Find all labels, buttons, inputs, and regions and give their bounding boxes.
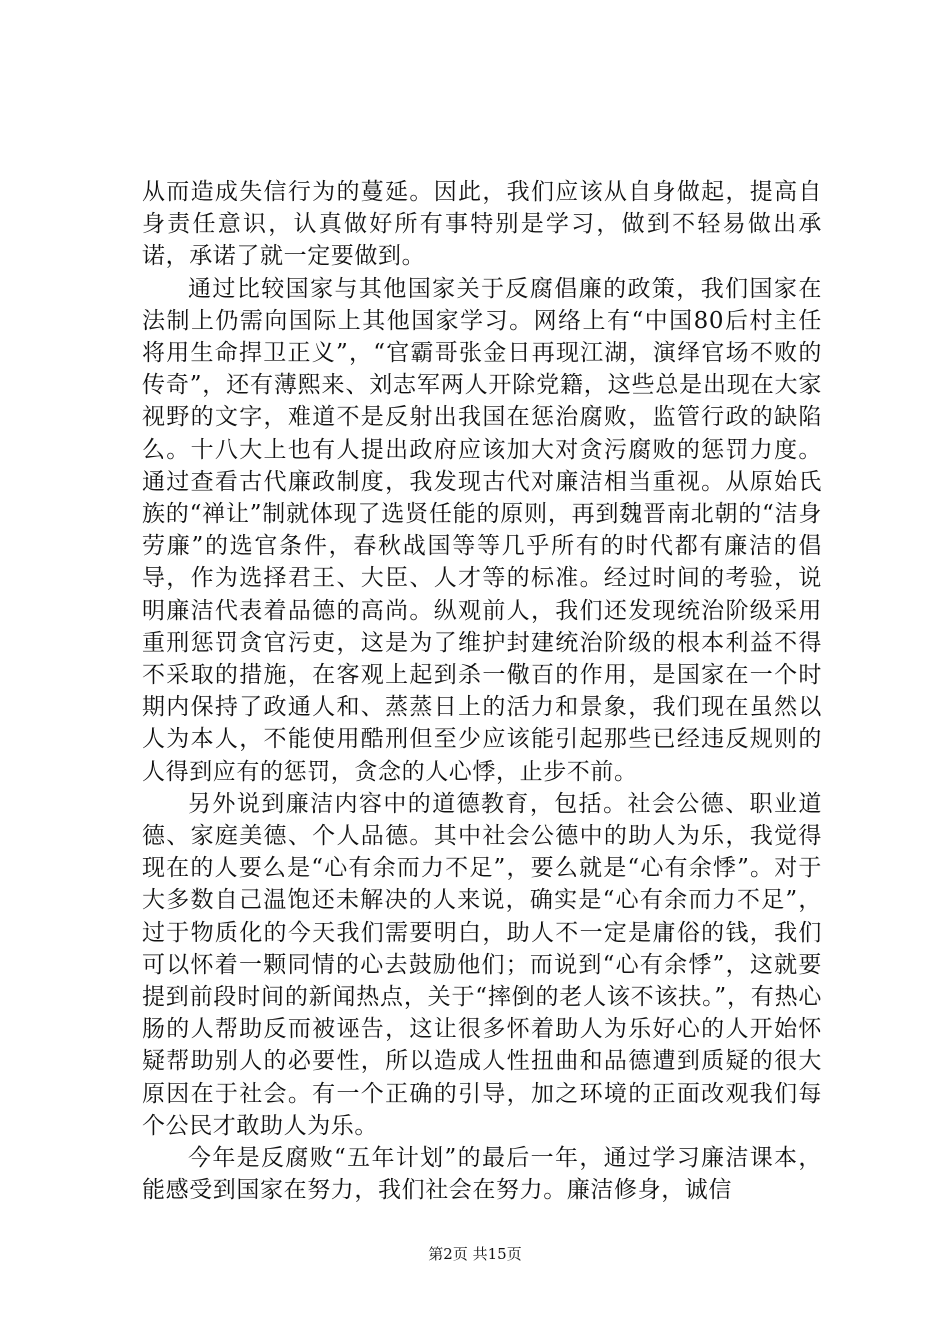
paragraph-3: 另外说到廉洁内容中的道德教育，包括。社会公德、职业道德、家庭美德、个人品德。其中社会公德中的助人为乐，我觉得现在的人要么是“心有余而力不足”，要么就是“心有余悸”。对于大多数自己温饱还未解决的人来说，确实是“心有余而力不足”，过于物质化的今天我们需要明白，助人不一定是庸俗的钱，我们可以怀着一颗同情的心去鼓励他们；而说到“心有余悸”，这就要提到前段时间的新闻热点，关于“摔倒的老人该不该扶。”，有热心肠的人帮助反而被诬告，这让很多怀着助人为乐好心的人开始怀疑帮助别人的必要性，所以造成人性扭曲和品德遭到质疑的很大原因在于社会。有一个正确的引导，加之环境的正面改观我们每个公民才敢助人为乐。 bbox=[142, 790, 822, 1139]
paragraph-4: 今年是反腐败“五年计划”的最后一年，通过学习廉洁课本，能感受到国家在努力，我们社会在努力。廉洁修身，诚信 bbox=[142, 1145, 822, 1204]
paragraph-1: 从而造成失信行为的蔓延。因此，我们应该从自身做起，提高自身责任意识，认真做好所有事特别是学习，做到不轻易做出承诺，承诺了就一定要做到。 bbox=[142, 179, 822, 270]
document-body bbox=[142, 176, 822, 1207]
paragraph-2: 通过比较国家与其他国家关于反腐倡廉的政策，我们国家在法制上仍需向国际上其他国家学习。网络上有“中国80后村主任将用生命捍卫正义”，“官霸哥张金日再现江湖，演绎官场不败的传奇”，还有薄熙来、刘志军两人开除党籍，这些总是出现在大家视野的文字，难道不是反射出我国在惩治腐败，监管行政的缺陷么。十八大上也有人提出政府应该加大对贪污腐败的惩罚力度。通过查看古代廉政制度，我发现古代对廉洁相当重视。从原始氏族的“禅让”制就体现了选贤任能的原则，再到魏晋南北朝的“洁身劳廉”的选官条件，春秋战国等等几乎所有的时代都有廉洁的倡导，作为选择君王、大臣、人才等的标准。经过时间的考验，说明廉洁代表着品德的高尚。纵观前人，我们还发现统治阶级采用重刑惩罚贪官污吏，这是为了维护封建统治阶级的根本利益不得不采取的措施，在客观上起到杀一儆百的作用，是国家在一个时期内保持了政通人和、蒸蒸日上的活力和景象，我们现在虽然以人为本人，不能使用酷刑但至少应该能引起那些已经违反规则的人得到应有的惩罚，贪念的人心悸，止步不前。 bbox=[142, 275, 822, 785]
page-number-footer: 第2页 共15页 bbox=[428, 1245, 522, 1263]
